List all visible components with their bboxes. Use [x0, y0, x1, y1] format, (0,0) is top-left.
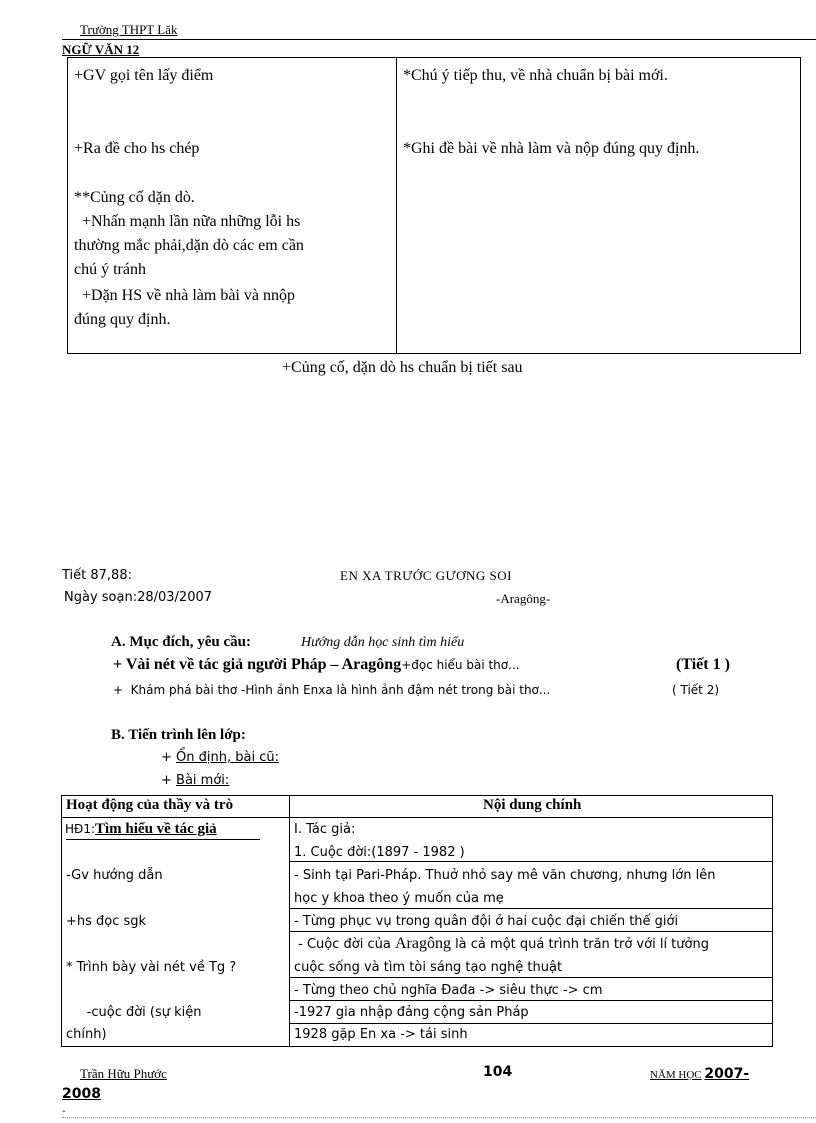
hd1-title: Tìm hiểu về tác giả	[95, 821, 217, 837]
school-name: Trường THPT Lăk	[80, 22, 178, 37]
right-cell-line: *Ghi đề bài về nhà làm và nộp đúng quy định.	[403, 140, 700, 157]
year-start: 2007-	[704, 1066, 750, 1082]
left-cell-line: +Dặn HS về nhà làm bài và nnộp	[74, 287, 295, 304]
content-line: - Sinh tại Pari-Pháp. Thuở nhỏ say mê văn chương, nhưng lớn lên	[294, 868, 716, 883]
content-fragment: là cả một quá trình trăn trở với lí tưởng	[450, 937, 709, 952]
table-divider	[289, 795, 290, 1047]
step-1-plus: +	[161, 750, 172, 765]
row-rule	[289, 861, 773, 862]
objective-2-period: ( Tiết 2)	[672, 683, 720, 697]
page-number: 104	[483, 1064, 513, 1080]
step-2	[161, 773, 229, 788]
teacher-name: Trần Hữu Phước	[80, 1066, 167, 1081]
lesson-date: Ngày soạn:28/03/2007	[64, 590, 213, 605]
header-rule	[62, 39, 816, 40]
row-rule	[289, 1023, 773, 1024]
content-fragment: - Cuộc đời của	[294, 937, 395, 952]
step-2-plus: +	[161, 773, 172, 788]
activity-line: * Trình bày vài nét về Tg ?	[66, 960, 237, 975]
year-end: 2008	[62, 1086, 101, 1102]
activity-line: +hs đọc sgk	[66, 914, 147, 929]
left-cell-line: +GV gọi tên lấy điểm	[74, 67, 214, 84]
objective-1	[113, 656, 520, 674]
lesson-author: -Aragông-	[496, 591, 551, 606]
activity-line: chính)	[66, 1027, 107, 1042]
year-label: NĂM HỌC	[650, 1069, 702, 1081]
content-line: I. Tác giả:	[294, 822, 356, 837]
section-a-label: A. Mục đích, yêu cầu:	[111, 634, 251, 650]
content-line: cuộc sống và tìm tòi sáng tạo nghệ thuật	[294, 960, 563, 975]
left-cell-line: **Củng cố dặn dò.	[74, 189, 195, 206]
row-rule	[289, 908, 773, 909]
section-b-label: B. Tiến trình lên lớp:	[111, 727, 246, 743]
table-divider	[396, 57, 397, 354]
objective-1-main: + Vài nét về tác giả người Pháp – Aragông	[113, 656, 402, 673]
col-header-activity: Hoạt động của thầy và trò	[66, 797, 234, 813]
left-cell-line: đúng quy định.	[74, 311, 171, 328]
subject-name: NGỮ VĂN 12	[62, 42, 140, 57]
objective-1-rest: +đọc hiểu bài thơ...	[401, 658, 520, 672]
hd1-prefix: HĐ1:	[65, 822, 95, 836]
col-header-content: Nội dung chính	[483, 797, 582, 813]
row-rule	[289, 1000, 773, 1001]
left-cell-line: thường mắc phải,dặn dò các em cần	[74, 237, 304, 254]
summary-line: +Củng cố, dặn dò hs chuẩn bị tiết sau	[282, 359, 523, 376]
lesson-period: Tiết 87,88:	[62, 568, 132, 583]
step-2-text: Bài mới:	[176, 773, 230, 788]
left-cell-line: chú ý tránh	[74, 261, 146, 278]
lesson-title: EN XA TRƯỚC GƯƠNG SOI	[340, 568, 512, 583]
footer-dash: -	[62, 1106, 66, 1117]
content-line: 1928 gặp En xa -> tái sinh	[294, 1027, 468, 1042]
content-line: học y khoa theo ý muốn của mẹ	[294, 891, 504, 906]
content-line	[294, 935, 709, 953]
hd1-rule	[66, 839, 260, 840]
activity-line: -Gv hướng dẫn	[66, 868, 163, 883]
activity-line: -cuộc đời (sự kiện	[66, 1005, 202, 1020]
right-cell-line: *Chú ý tiếp thu, về nhà chuẩn bị bài mới.	[403, 67, 668, 84]
footer-rule	[62, 1117, 816, 1118]
step-1	[161, 750, 279, 765]
section-a-desc: Hướng dẫn học sinh tìm hiểu	[301, 635, 465, 650]
row-rule	[289, 931, 773, 932]
objective-1-period: (Tiết 1 )	[676, 656, 730, 673]
row-rule	[289, 977, 773, 978]
left-cell-line: +Nhấn mạnh lần nữa những lỗi hs	[74, 213, 301, 230]
hd1-heading	[65, 821, 217, 838]
content-line: - Từng theo chủ nghĩa Đađa -> siêu thực -> cm	[294, 983, 603, 998]
content-line: 1. Cuộc đời:(1897 - 1982 )	[294, 845, 465, 860]
table-header-rule	[61, 817, 773, 818]
left-cell-line: +Ra đề cho hs chép	[74, 140, 200, 157]
content-author-name: Aragông	[394, 935, 451, 952]
school-year	[650, 1066, 749, 1082]
content-line: -1927 gia nhập đảng cộng sản Pháp	[294, 1005, 529, 1020]
step-1-text: Ổn định, bài cũ:	[176, 750, 279, 765]
objective-2: + Khám phá bài thơ -Hình ảnh Enxa là hình ảnh đậm nét trong bài thơ...	[113, 683, 551, 697]
content-line: - Từng phục vụ trong quân đội ở hai cuộc đại chiến thế giới	[294, 914, 679, 929]
